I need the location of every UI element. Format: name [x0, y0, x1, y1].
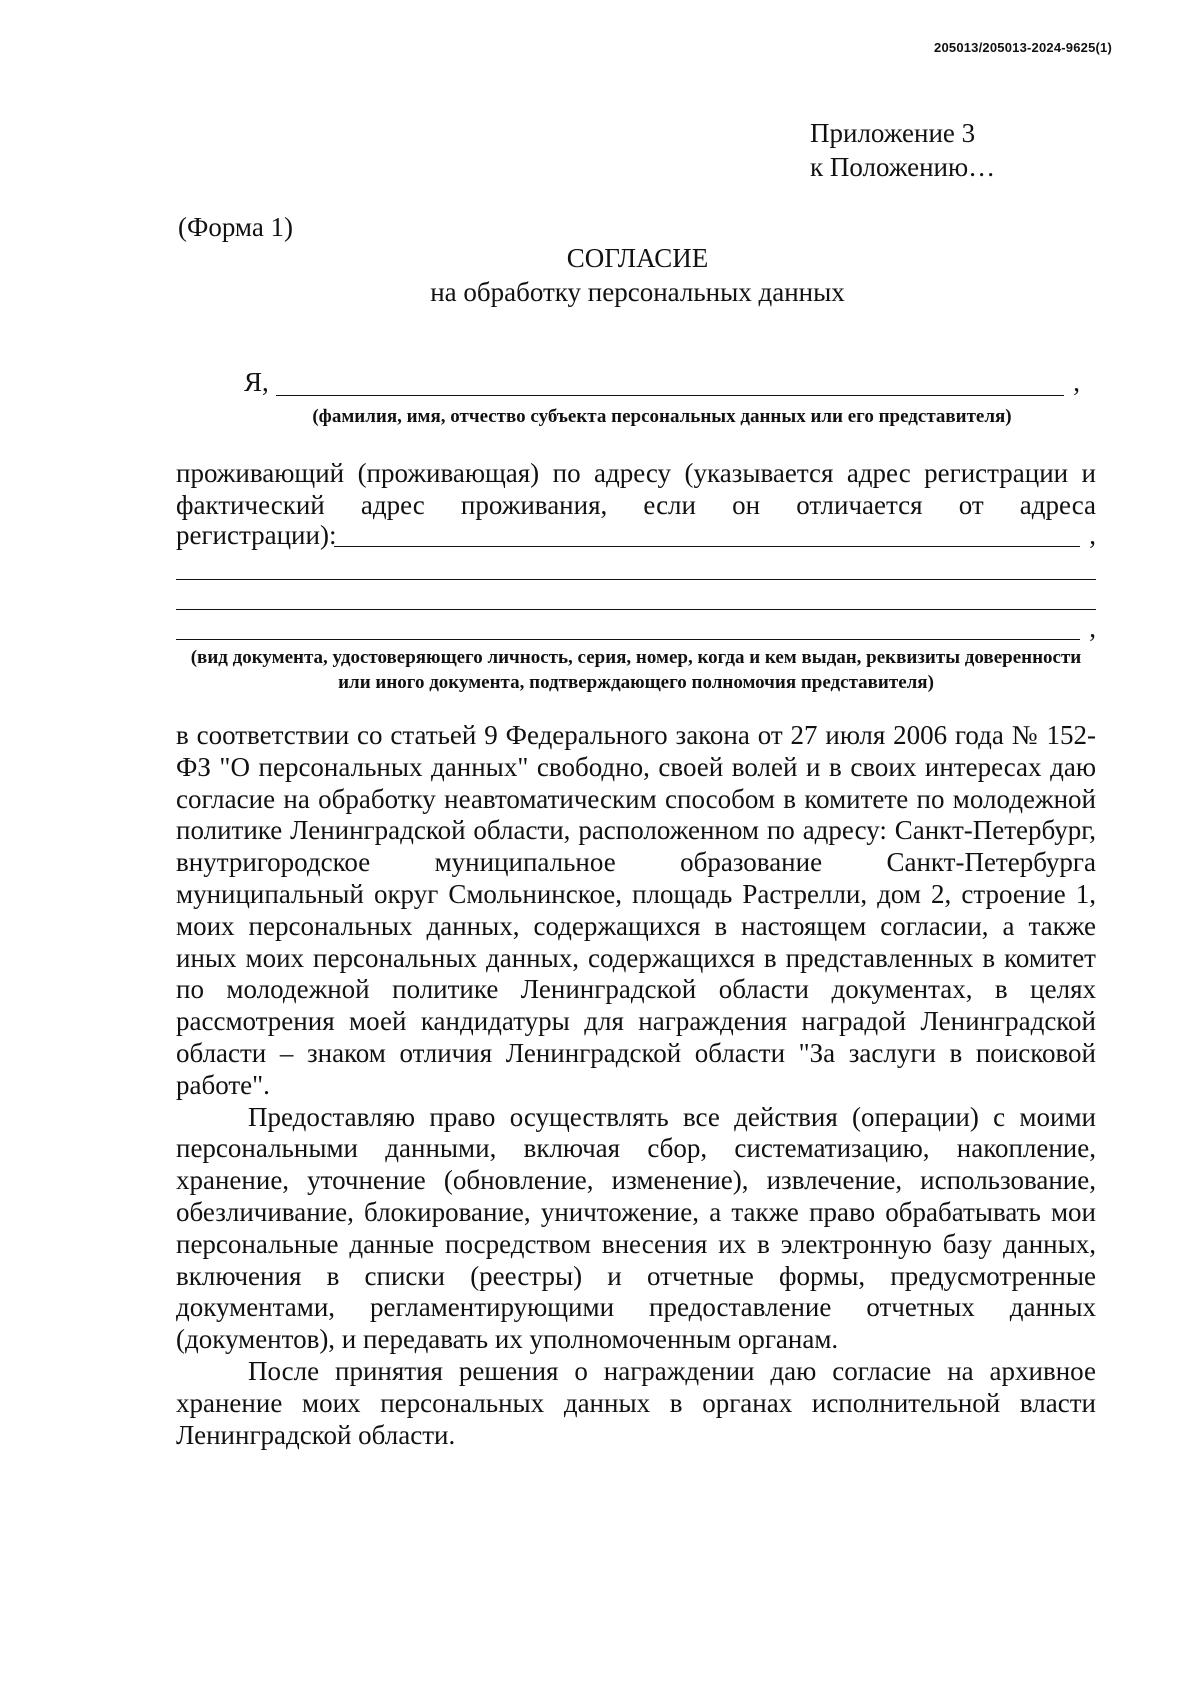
name-field-hint: (фамилия, имя, отчество субъекта персональных данных или его представителя)	[312, 406, 1012, 427]
address-intro-text: проживающий (проживающая) по адресу (указывается адрес регистрации и фактический адрес проживания, если он отличается от адреса	[176, 458, 1096, 520]
name-line-comma: ,	[1073, 367, 1080, 397]
consent-body	[176, 720, 1096, 1451]
appendix-line-1: Приложение 3	[810, 118, 976, 148]
address-line-label: регистрации):	[176, 520, 337, 550]
document-line-comma: ,	[1089, 613, 1096, 643]
form-number: (Форма 1)	[178, 212, 294, 242]
address-fill-line-1	[176, 520, 1096, 550]
address-fill-line-2	[176, 553, 1096, 583]
address-fill-line-3	[176, 583, 1096, 613]
address-blank-rule-2	[176, 579, 1096, 580]
document-title	[0, 241, 1200, 309]
document-fill-line	[176, 613, 1096, 643]
address-blank-rule-3	[176, 609, 1096, 610]
document-field-hint: (вид документа, удостоверяющего личность, серия, номер, когда и кем выдан, реквизиты доверенности или иного документа, подтверждающего полномочия представителя)	[190, 647, 1082, 693]
appendix-reference	[810, 116, 995, 184]
name-fill-line	[244, 367, 1080, 401]
title-main: СОГЛАСИЕ	[566, 243, 709, 273]
consent-paragraph-3: После принятия решения о награждении даю согласие на архивное хранение моих персональных данных в органах исполнительной власти Ленинградской области.	[176, 1355, 1096, 1450]
address-line-comma: ,	[1089, 520, 1096, 550]
address-blank-rule-1	[334, 546, 1080, 547]
name-line-label: Я,	[244, 367, 269, 397]
document-blank-rule	[176, 639, 1080, 640]
consent-paragraph-1: в соответствии со статьей 9 Федерального закона от 27 июля 2006 года № 152-ФЗ "О персональных данных" свободно, своей волей и в своих интересах даю согласие на обработку неавтоматическим способом в комитете по молодежной политике Ленинградской области, расположенном по адресу: Санкт-Петербург, внутригородское муниципальное образование Санкт-Петербурга муниципальный округ Смольнинское, площадь Растрелли, дом 2, строение 1, моих персональных данных, содержащихся в настоящем согласии, а также иных моих персональных данных, содержащихся в представленных в комитет по молодежной политике Ленинградской области документах, в целях рассмотрения моей кандидатуры для награждения наградой Ленинградской области – знаком отличия Ленинградской области "За заслуги в поисковой работе".	[176, 720, 1096, 1100]
consent-paragraph-2: Предоставляю право осуществлять все действия (операции) с моими персональными данными, включая сбор, систематизацию, накопление, хранение, уточнение (обновление, изменение), извлечение, использование, обезличивание, блокирование, уничтожение, а также право обрабатывать мои персональные данные посредством внесения их в электронную базу данных, включения в списки (реестры) и отчетные формы, предусмотренные документами, регламентирующими предоставление отчетных данных (документов), и передавать их уполномоченным органам.	[176, 1101, 1096, 1355]
title-subtitle: на обработку персональных данных	[430, 277, 845, 307]
name-blank-rule	[276, 395, 1064, 396]
document-registration-number: 205013/205013-2024-9625(1)	[934, 40, 1112, 55]
appendix-line-2: к Положению…	[810, 152, 996, 182]
